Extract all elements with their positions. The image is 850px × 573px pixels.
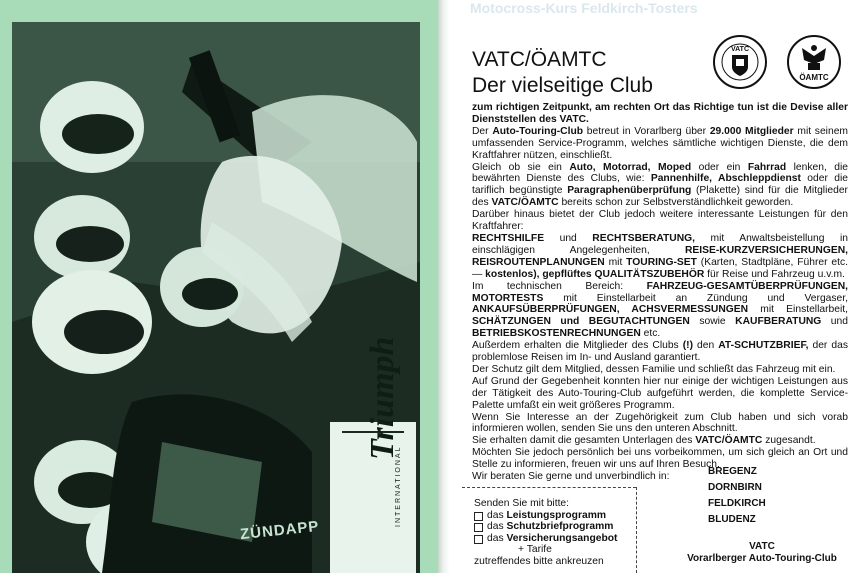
- coupon-heading: Senden Sie mit bitte:: [474, 498, 570, 509]
- vatc-logo: [712, 34, 768, 90]
- oamtc-eagle-icon: [786, 34, 842, 90]
- visit-paragraph: Möchten Sie jedoch persönlich bei uns vorbeikommen, um sich gleich an Ort und Stelle zu informieren, freuen wir uns auf Ihren Besuch.: [472, 447, 848, 471]
- page-gutter: [438, 0, 450, 573]
- article-body: [472, 102, 848, 483]
- vatc-emblem-icon: [712, 34, 768, 90]
- coupon-option-leistungsprogramm[interactable]: das Leistungsprogramm: [474, 510, 634, 522]
- advice-paragraph: Wir beraten Sie gerne und unverbindlich in:: [472, 471, 670, 483]
- location-item: FELDKIRCH: [708, 498, 766, 509]
- checkbox-icon[interactable]: [474, 523, 483, 532]
- interest-paragraph: Wenn Sie Interesse an der Zugehörigkeit zum Club haben und sich vorab informieren wollen, senden Sie uns den unteren Abschnitt.: [472, 411, 848, 435]
- overview-paragraph: Auf Grund der Gegebenheit konnten hier nur einige der wichtigen Leistungen aus der Tätigkeit des Auto-Touring-Club aufgeführt werden, die komplette Service-Palette umfaßt ein weit größeres Programm.: [472, 375, 848, 411]
- additional-paragraph: Darüber hinaus bietet der Club jedoch weitere interessante Leistungen für den Kraftfahrer:: [472, 209, 848, 233]
- services-paragraph: Gleich ob sie ein Auto, Motorrad, Moped oder ein Fahrrad lenken, die bewährten Dienste des Clubs, wie: Pannenhilfe, Abschleppdienst oder die tariflich begünstigte Paragraphenüberprüfung (Plakette) sind für die Mitglieder des VATC/ÖAMTC bereits schon zur Selbstverständlichkeit geworden.: [472, 161, 849, 209]
- coupon-option-versicherungsangebot[interactable]: das Versicherungsangebot: [474, 533, 634, 545]
- page-title: VATC/ÖAMTC: [472, 48, 607, 71]
- club-short-name: VATC: [749, 541, 775, 552]
- club-full-name: Vorarlberger Auto-Touring-Club: [687, 553, 837, 564]
- checkbox-icon[interactable]: [474, 512, 483, 521]
- oamtc-logo-label: ÖAMTC: [799, 73, 829, 82]
- schutzbrief-paragraph: Außerdem erhalten die Mitglieder des Clubs (!) den AT-SCHUTZBRIEF, der das problemlose Reisen im In- und Ausland garantiert.: [472, 340, 848, 364]
- coupon-cut-line-horizontal: [462, 487, 636, 488]
- legal-services-paragraph: RECHTSHILFE und RECHTSBERATUNG, mit Anwaltsbeistellung in einschlägigen Angelegenheiten, REISE-KURZVERSICHERUNGEN, REISROUTENPLANUNGEN mit TOURING-SET (Karten, Stadtpläne, Führer etc. — kostenlos), gepflüftes QUALITÄTSZUBEHÖR für Reise und Fahrzeug u.v.m.: [472, 232, 848, 280]
- club-signature: [674, 541, 850, 565]
- members-paragraph: Der Auto-Touring-Club betreut in Vorarlberg über 29.000 Mitglieder mit seinem umfassenden Service-Programm, welches sämtliche wichtigen Dienste, die dem Kraftfahrer nützen, einschließt.: [472, 125, 849, 161]
- intro-paragraph: zum richtigen Zeitpunkt, am rechten Ort das Richtige tun ist die Devise aller Dienststellen des VATC.: [472, 102, 848, 125]
- vatc-logo-label: VATC: [730, 46, 750, 53]
- coupon-option-schutzbriefprogramm[interactable]: das Schutzbriefprogramm: [474, 521, 634, 533]
- location-item: DORNBIRN: [708, 482, 762, 493]
- coupon-option-tarife: + Tarife: [518, 544, 552, 556]
- location-item: BLUDENZ: [708, 514, 756, 525]
- coupon-cut-line-vertical: [636, 487, 637, 573]
- office-locations: [708, 464, 766, 528]
- documents-paragraph: Sie erhalten damit die gesamten Unterlagen des VATC/ÖAMTC zugesandt.: [472, 435, 816, 447]
- triumph-subtitle: INTERNATIONAL: [395, 445, 402, 527]
- oamtc-logo: [786, 34, 842, 90]
- technical-paragraph: Im technischen Bereich: FAHRZEUG-GESAMTÜBERPRÜFUNGEN, MOTORTESTS mit Einstellarbeit an Zündung und Vergaser, ANKAUFSÜBERPRÜFUNGEN, ACHSVERMESSUNGEN mit Einstellarbeit, SCHÄTZUNGEN und BEGUTACHTUNGEN sowie KAUFBERATUNG und BETRIEBSKOSTENRECHNUNGEN etc.: [472, 280, 848, 340]
- order-coupon: [474, 498, 634, 568]
- coverage-paragraph: Der Schutz gilt dem Mitglied, dessen Familie und schließt das Fahrzeug mit ein.: [472, 363, 836, 375]
- zundapp-jersey-text: ZÜNDAPP: [239, 517, 321, 544]
- checkbox-icon[interactable]: [474, 535, 483, 544]
- show-through-text: Motocross-Kurs Feldkirch-Tosters: [470, 0, 698, 16]
- motocross-photo-illustration: [12, 22, 420, 573]
- location-item: BREGENZ: [708, 466, 757, 477]
- page-subtitle: Der vielseitige Club: [472, 74, 653, 97]
- coupon-note: zutreffendes bitte ankreuzen: [474, 555, 604, 567]
- right-page: [450, 0, 850, 573]
- triumph-logo-text: Triumph: [364, 336, 401, 460]
- motocross-photo: [12, 22, 420, 573]
